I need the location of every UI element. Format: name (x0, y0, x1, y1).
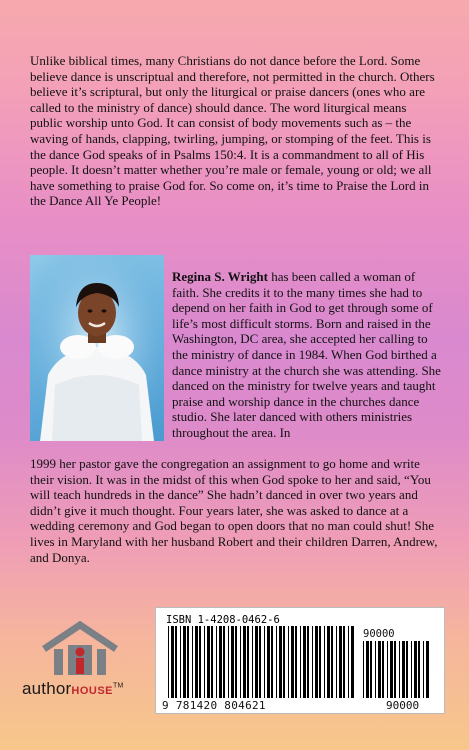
bio-text-top: has been called a woman of faith. She credits it to the many times she had to depend on her faith in God to get through some of life’s most difficult storms. Born and raised in the Washington, DC area, she accepted her calling to the ministry of dance in 1984. When God birthed a dance ministry at the church she was attending. She danced on the ministry for twelve years and taught praise and worship dance in the churches dance studio. She later danced with others ministries throughout the area. In (172, 269, 441, 440)
bio-paragraph-top (172, 269, 444, 441)
isbn-barcode (155, 607, 445, 714)
house-logo-icon (40, 621, 120, 677)
barcode-digits: 9 781420 804621 (162, 699, 266, 712)
author-name: Regina S. Wright (172, 269, 268, 284)
publisher-name: authorHOUSE™ (22, 679, 124, 698)
bio-paragraph-rest: 1999 her pastor gave the congregation an assignment to go home and write their vision. It was in the midst of this when God spoke to her and said, “You will teach hundreds in the dance” She hadn’t danced in over two years and didn’t give it much thought. Four years later, she was asked to dance at a wedding ceremony and God began to open doors that no man could shut! She lives in Maryland with her husband Robert and their children Darren, Andrew, and Donya. (30, 456, 438, 565)
intro-paragraph: Unlike biblical times, many Christians do not dance before the Lord. Some believe dance is unscriptual and therefore, not permitted in the church. Others believe it’s scriptural, but only the liturgical or praise dancers (ones who are called to the ministry of dance) should dance. The word liturgical means public worship unto God. It can consist of body movements such as – the waving of hands, clapping, twirling, jumping, or stomping of the feet. This is the dance God speaks of in Psalms 150:4. It is a commandment to all of His people. It doesn’t matter whether you’re male or female, young or old; we all have something to praise God for. So come on, it’s time to Praise the Lord in the Dance All Ye People! (30, 53, 435, 209)
ean-barcode-icon (166, 626, 356, 698)
addon-label: 90000 (363, 628, 395, 640)
addon-digits: 90000 (386, 699, 420, 712)
addon-barcode-icon (361, 641, 431, 698)
isbn-label: ISBN 1-4208-0462-6 (166, 614, 280, 626)
publisher-logo (22, 621, 132, 701)
author-photo (30, 255, 164, 441)
